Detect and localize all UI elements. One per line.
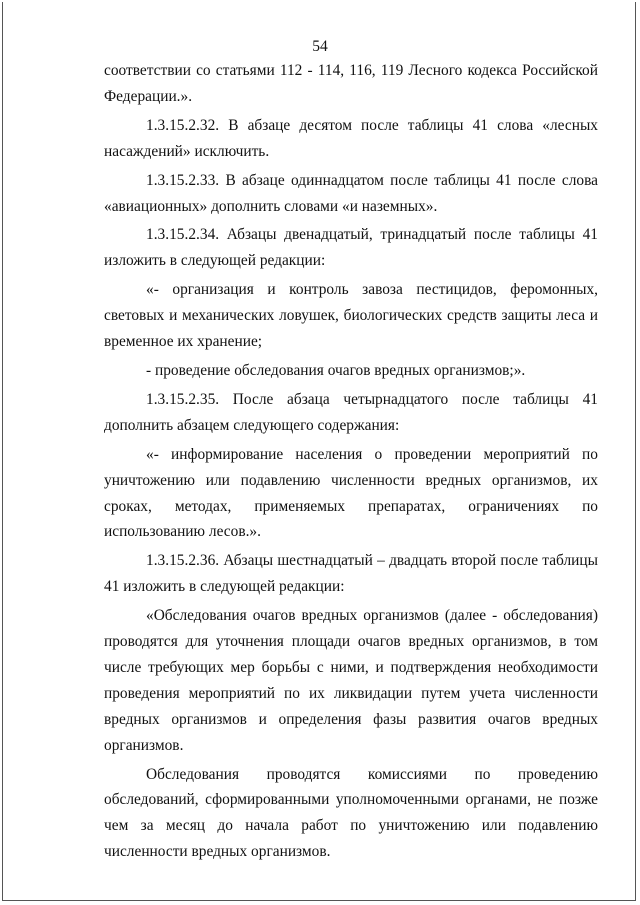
quote-paragraph-commissions: Обследования проводятся комиссиями по проведению обследований, сформированными уполномоченными органами, не позже чем за месяц до начала работ по уничтожению или подавлению численности вредных организмов. — [104, 765, 598, 861]
quote-paragraph-surveys: «Обследования очагов вредных организмов (далее - обследования) проводятся для уточнения площади очагов вредных организмов, в том числе требующих мер борьбы с ними, и подтверждения необходимости проведения мероприятий по их ликвидации путем учета численности вредных организмов и определения фазы развития очагов вредных организмов. — [104, 607, 598, 754]
paragraph-1-3-15-2-36: 1.3.15.2.36. Абзацы шестнадцатый – двадцать второй после таблицы 41 изложить в следующей редакции: — [104, 552, 598, 596]
paragraph-1-3-15-2-33: 1.3.15.2.33. В абзаце одиннадцатом после таблицы 41 после слова «авиационных» дополнить словами «и наземных». — [104, 171, 598, 215]
paragraph-1-3-15-2-35: 1.3.15.2.35. После абзаца четырнадцатого после таблицы 41 дополнить абзацем следующего содержания: — [104, 390, 598, 434]
paragraph-continuation: соответствии со статьями 112 - 114, 116, 119 Лесного кодекса Российской Федерации.». — [104, 62, 598, 105]
paragraph-1-3-15-2-32: 1.3.15.2.32. В абзаце десятом после таблицы 41 слова «лесных насаждений» исключить. — [104, 116, 598, 160]
page-number: 54 — [312, 38, 328, 55]
paragraph-1-3-15-2-34: 1.3.15.2.34. Абзацы двенадцатый, тринадцатый после таблицы 41 изложить в следующей редакции: — [104, 226, 598, 270]
document-body — [104, 58, 598, 865]
quote-paragraph-inspection: - проведение обследования очагов вредных организмов;». — [146, 361, 526, 379]
quote-paragraph-organization: «- организация и контроль завоза пестицидов, феромонных, световых и механических ловушек, биологических средств защиты леса и временное их хранение; — [104, 281, 598, 351]
quote-paragraph-informing: «- информирование населения о проведении мероприятий по уничтожению или подавлению численности вредных организмов, их сроках, методах, применяемых препаратах, ограничениях по использованию лесов.». — [104, 445, 598, 541]
